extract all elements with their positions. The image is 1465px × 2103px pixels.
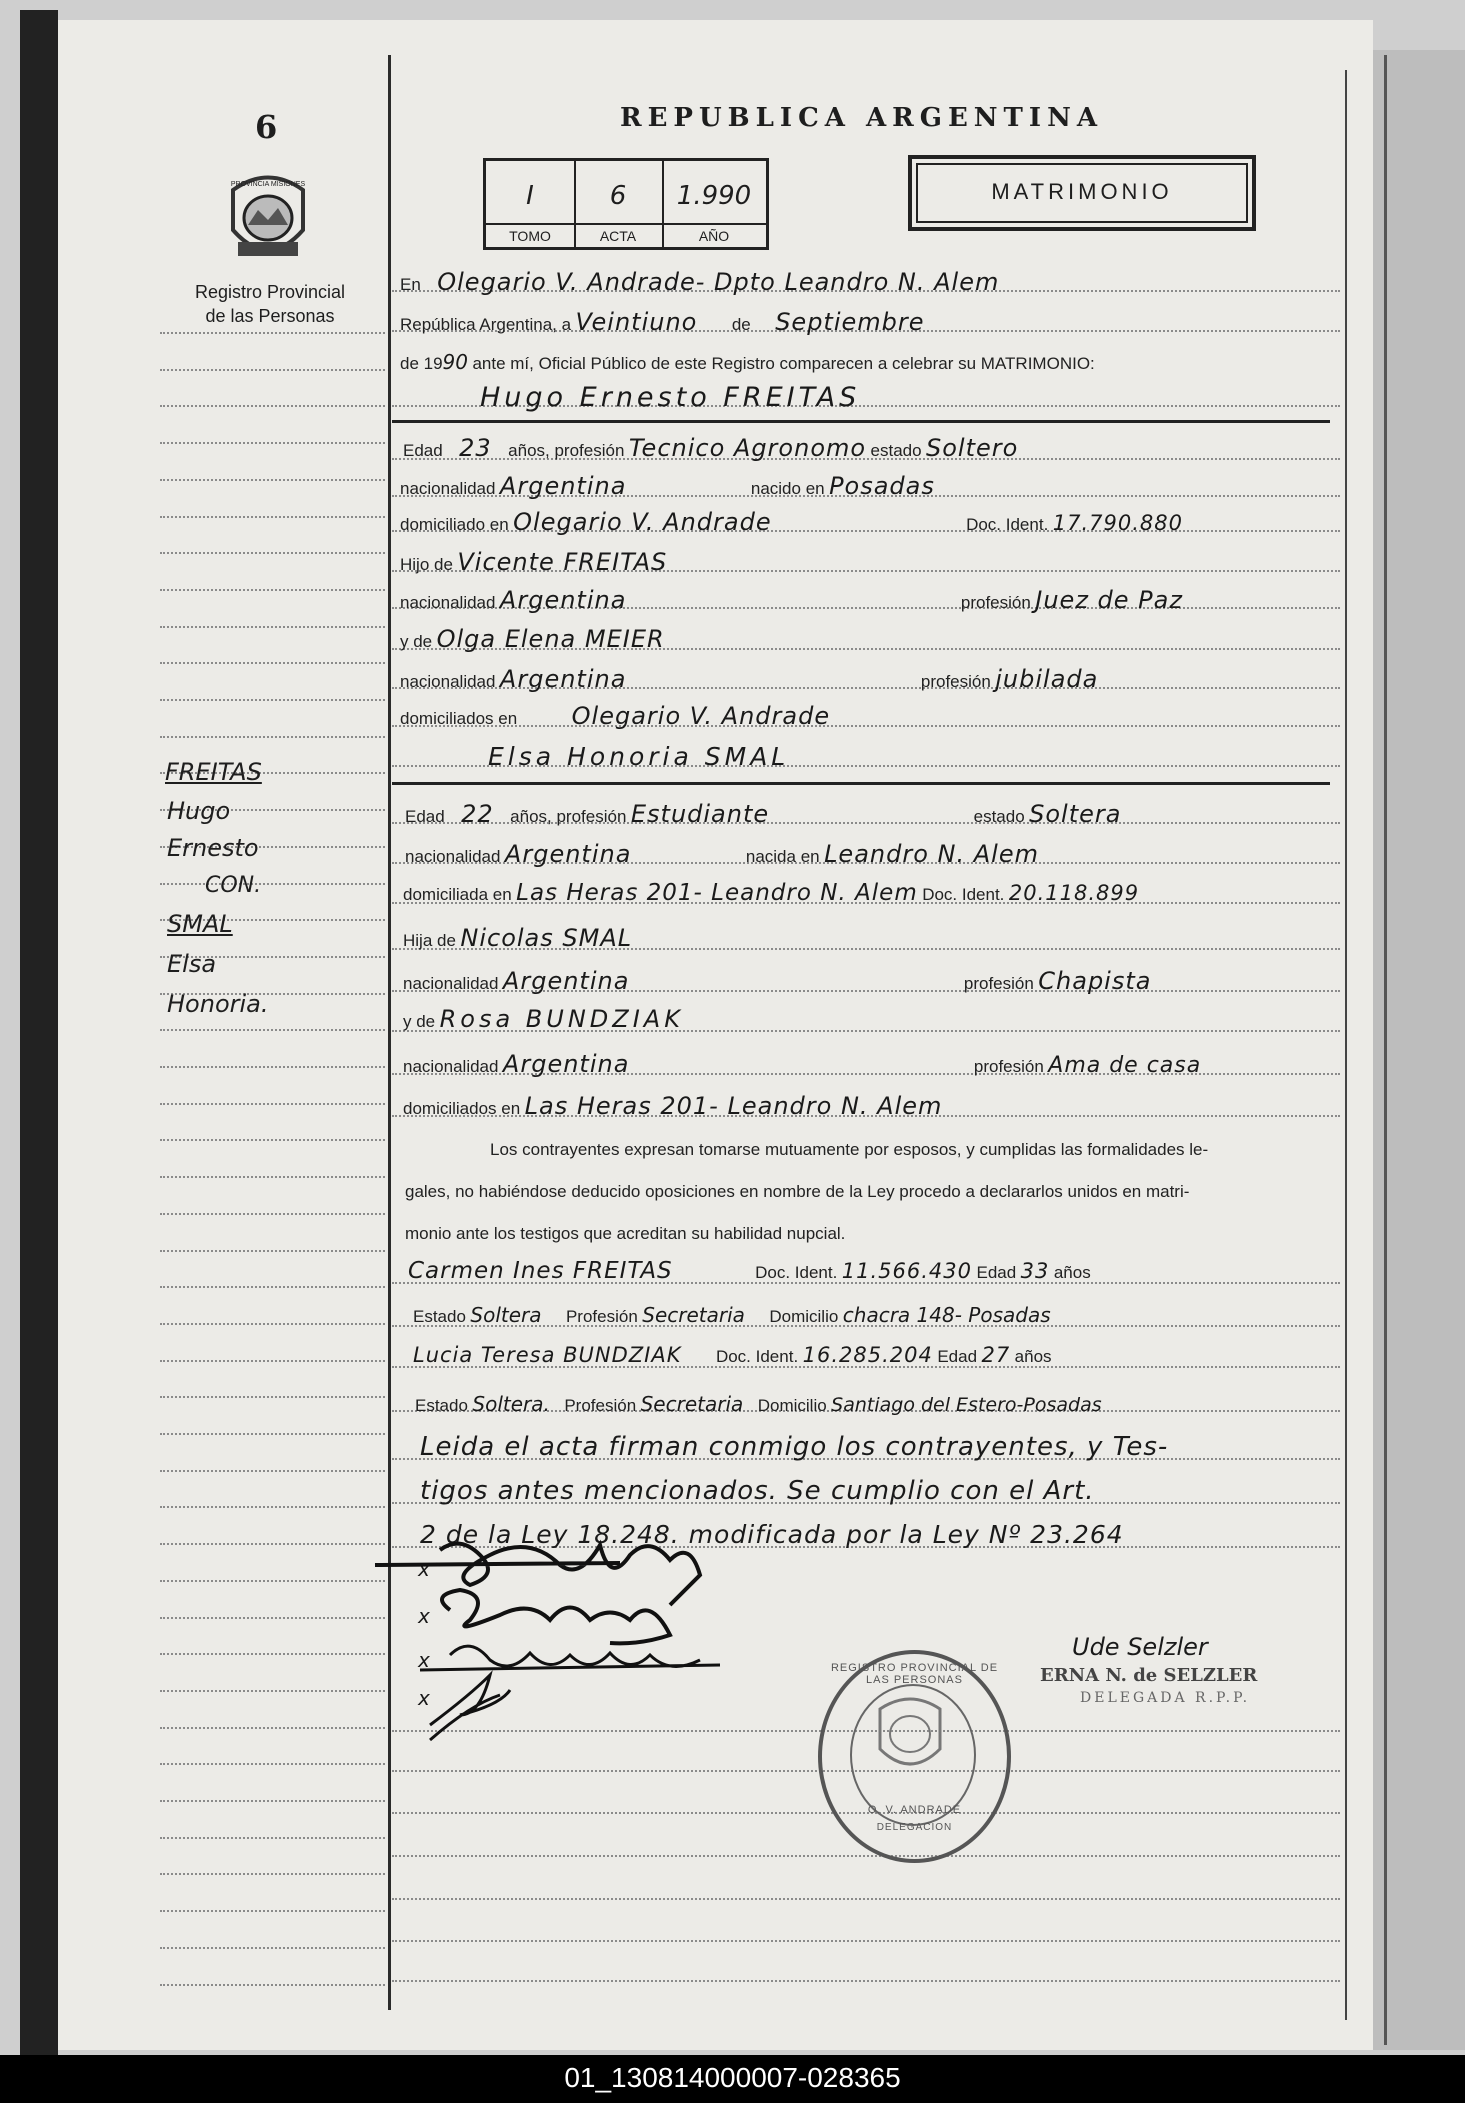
bride-mother-nationality-line [403,1050,1201,1078]
margin-note-bride-first-name: Elsa [167,950,217,978]
en-label: En [400,275,421,294]
margin-note-first-name: Hugo [167,797,231,825]
bride-father-line [403,924,632,952]
margin-ruling [160,1690,385,1692]
acta-value: 6 [609,181,627,211]
witness2-status: Soltera. [472,1392,550,1416]
margin-ruling [160,332,385,334]
handwritten-signatures-icon [370,1525,750,1765]
witness2-doc-label: Doc. Ident. [715,1347,799,1366]
seal-bottom-text: O. V. ANDRADE [867,1804,962,1816]
groom-birthplace: Posadas [829,472,935,500]
intro-date-line [400,308,925,336]
margin-ruling [160,1837,385,1839]
groom-estado-label: estado [870,441,922,460]
signature-mark-1: x [418,1557,430,1581]
bride-status: Soltera [1029,800,1122,828]
main-ruling [392,1898,1340,1900]
seal-top-text: DELEGACION [876,1822,953,1833]
bride-mother-nationality: Argentina [502,1050,630,1078]
groom-doc: 17.790.880 [1052,511,1183,535]
signature-mark-2: x [418,1604,430,1628]
margin-ruling [160,1176,385,1178]
groom-status: Soltero [926,434,1019,462]
bride-y-de-label: y de [403,1012,436,1031]
de-label: de [731,315,751,334]
republica-label: República Argentina, a [400,315,572,334]
margin-ruling [160,1360,385,1362]
main-ruling [392,1940,1340,1942]
groom-address-line [400,508,1183,536]
acta-caption: ACTA [574,223,662,247]
signature-mark-4: x [418,1686,430,1710]
officer-title: DELEGADA R.P.P. [1080,1690,1251,1706]
bride-hija-label: Hija de [403,931,456,950]
page-right-border [1345,70,1347,2020]
witness2-address: Santiago del Estero-Posadas [831,1394,1102,1416]
closing-line3: 2 de la Ley 18.248. modificada por la Ley Nº 23.264 [420,1520,1124,1549]
bride-mother-nacionalidad-label: nacionalidad [403,1057,499,1076]
intro-place-line [400,268,999,296]
groom-father-nacionalidad-label: nacionalidad [400,593,496,612]
margin-ruling [160,1947,385,1949]
bride-address: Las Heras 201- Leandro N. Alem [516,880,918,906]
declaration-line1: Los contrayentes expresan tomarse mutuamente por esposos, y cumplidas las formalidades le- [490,1140,1209,1159]
witness2-name: Lucia Teresa BUNDZIAK [413,1343,682,1367]
groom-name: Hugo Ernesto FREITAS [480,382,861,413]
witness1-line [408,1258,1091,1284]
margin-ruling [160,1984,385,1986]
groom-father-line [400,548,667,576]
witness1-status: Soltera [470,1303,542,1327]
witness2-doc: 16.285.204 [802,1343,933,1367]
margin-ruling [160,662,385,664]
witness1-anos-label: años [1053,1263,1091,1282]
witness1-address: chacra 148- Posadas [842,1303,1051,1327]
bride-age-line [405,800,1121,828]
groom-domiciliado-label: domiciliado en [400,515,509,534]
bride-address-line [403,880,1139,906]
groom-edad-label: Edad [403,441,443,460]
witness1-profession: Secretaria [642,1303,745,1327]
groom-hijo-label: Hijo de [400,555,453,574]
official-seal [818,1650,1011,1863]
groom-nacionalidad-label: nacionalidad [400,479,496,498]
groom-anos-label: años, profesión [508,441,625,460]
groom-nationality: Argentina [499,472,627,500]
margin-ruling [160,405,385,407]
closing-line2: tigos antes mencionados. Se cumplio con el Art. [420,1476,1095,1506]
bride-father-nationality-line [403,967,1151,995]
officer-name: ERNA N. de SELZLER [1040,1665,1258,1686]
ano-value: 1.990 [676,181,752,211]
witness2-profession: Secretaria [640,1392,744,1416]
margin-ruling [160,1653,385,1655]
bride-nacionalidad-label: nacionalidad [405,847,501,866]
margin-ruling [160,1543,385,1545]
margin-ruling [160,1873,385,1875]
witness1-age: 33 [1020,1259,1050,1283]
statement-text: ante mí, Oficial Público de este Registro comparecen a celebrar su MATRIMONIO: [472,354,1095,373]
margin-ruling [160,1470,385,1472]
groom-mother-nationality-line [400,665,1098,693]
margin-ruling [160,1506,385,1508]
groom-mother-profession: jubilada [995,665,1099,693]
margin-ruling [160,1763,385,1765]
margin-note-con: CON. [205,873,262,898]
act-type-box [908,155,1256,231]
groom-domiciliados-label: domiciliados en [400,709,518,728]
groom-father-profession: Juez de Paz [1035,586,1183,614]
bride-anos-label: años, profesión [510,807,627,826]
tomo-value: I [526,181,534,211]
witness1-estado-label: Estado [413,1307,466,1326]
bride-mother-profession: Ama de casa [1048,1053,1202,1078]
bride-estado-label: estado [973,807,1025,826]
seal-text: REGISTRO PROVINCIAL DE LAS PERSONAS [830,1662,999,1686]
margin-note-middle-name: Ernesto [167,834,259,862]
groom-parents-address: Olegario V. Andrade [571,702,831,730]
month-value: Septiembre [775,308,925,336]
margin-ruling [160,699,385,701]
bride-father-profesion-label: profesión [963,974,1034,993]
margin-ruling [160,516,385,518]
day-value: Veintiuno [575,308,698,336]
bride-nacida-label: nacida en [745,847,820,866]
groom-name-line [480,382,860,413]
margin-ruling [160,479,385,481]
witness1-details-line [413,1303,1051,1327]
bride-profession: Estudiante [630,800,770,828]
margin-ruling [160,1323,385,1325]
groom-age-line [403,434,1018,462]
witness1-profesion-label: Profesión [565,1307,638,1326]
witness2-age: 27 [981,1343,1011,1367]
groom-doc-label: Doc. Ident. [966,515,1049,534]
bride-mother-name: Rosa BUNDZIAK [439,1005,684,1033]
margin-ruling [160,442,385,444]
seal-crest-icon [870,1694,950,1779]
witness2-details-line [415,1392,1102,1416]
groom-mother-line [400,625,665,653]
witness2-anos-label: años [1014,1347,1052,1366]
witness1-doc: 11.566.430 [841,1259,973,1283]
margin-ruling [160,1103,385,1105]
bride-father-nacionalidad-label: nacionalidad [403,974,499,993]
image-id-label: 01_130814000007-028365 [564,2062,901,2093]
groom-mother-nationality: Argentina [499,665,627,693]
book-binding [20,10,58,2055]
witness2-edad-label: Edad [937,1347,978,1366]
bride-doc-label: Doc. Ident. [922,885,1005,904]
bride-mother-profesion-label: profesión [973,1057,1044,1076]
bride-name: Elsa Honoria SMAL [488,742,790,771]
margin-ruling [160,1213,385,1215]
record-reference-box [483,158,769,250]
margin-ruling [160,1029,385,1031]
margin-ruling [160,1910,385,1912]
bride-parents-address-line [403,1092,942,1120]
year-prefix: de 19 [400,354,443,373]
groom-address: Olegario V. Andrade [513,508,772,536]
bride-mother-line [403,1005,684,1033]
ano-cell [662,161,766,247]
groom-mother-nacionalidad-label: nacionalidad [400,672,496,691]
margin-ruling [160,883,385,885]
witness1-name: Carmen Ines FREITAS [408,1258,673,1284]
margin-ruling [160,1800,385,1802]
witness2-estado-label: Estado [415,1396,468,1415]
margin-ruling [160,589,385,591]
bride-domiciliada-label: domiciliada en [403,885,512,904]
margin-note-bride-middle-name: Honoria. [167,990,269,1018]
registry-name-line1: Registro Provincial [194,282,346,302]
groom-mother-profesion-label: profesión [920,672,991,691]
witness1-domicilio-label: Domicilio [769,1307,839,1326]
margin-ruling [160,1066,385,1068]
intro-statement-line [400,350,1095,374]
witness2-line [413,1343,1052,1367]
groom-mother-name: Olga Elena MEIER [436,625,665,653]
bride-parents-address: Las Heras 201- Leandro N. Alem [524,1092,943,1120]
groom-nacido-label: nacido en [750,479,825,498]
groom-age: 23 [459,434,492,462]
section-divider [392,782,1330,785]
groom-father-name: Vicente FREITAS [457,548,668,576]
witness2-domicilio-label: Domicilio [757,1396,827,1415]
margin-note-surname: FREITAS [165,758,262,786]
declaration-line2: gales, no habiéndose deducido oposiciones en nombre de la Ley procedo a declararlos unidos en matri- [405,1182,1190,1201]
bride-father-nationality: Argentina [502,967,630,995]
groom-father-nationality-line [400,586,1183,614]
ano-caption: AÑO [662,223,766,247]
witness2-profesion-label: Profesión [564,1396,637,1415]
bride-doc: 20.118.899 [1008,881,1140,905]
section-divider [392,420,1330,423]
margin-ruling [160,1433,385,1435]
bride-nationality-line [405,840,1039,868]
groom-parents-address-line [400,702,830,730]
year-suffix: 90 [442,350,468,374]
svg-text:PROVINCIA MISIONES: PROVINCIA MISIONES [230,181,306,188]
groom-profession: Tecnico Agronomo [628,434,867,462]
bride-nationality: Argentina [504,840,632,868]
tomo-cell [486,161,576,247]
margin-ruling [160,736,385,738]
declaration-line3: monio ante los testigos que acreditan su habilidad nupcial. [405,1224,846,1243]
margin-ruling [160,1250,385,1252]
registry-name [175,280,365,328]
margin-ruling [160,1580,385,1582]
bride-father-name: Nicolas SMAL [460,924,633,952]
margin-ruling [160,369,385,371]
groom-father-profesion-label: profesión [960,593,1031,612]
acta-cell [574,161,664,247]
margin-note-bride-surname: SMAL [167,910,233,938]
groom-nationality-line [400,472,935,500]
signature-mark-3: x [418,1648,430,1672]
margin-ruling [160,1139,385,1141]
bride-name-line [488,742,789,771]
main-ruling [392,1980,1340,1982]
bride-edad-label: Edad [405,807,445,826]
groom-y-de-label: y de [400,632,433,651]
registry-name-line2: de las Personas [205,306,335,326]
margin-ruling [160,1727,385,1729]
bride-father-profession: Chapista [1038,967,1152,995]
facing-page-line [1384,55,1387,2045]
place-value: Olegario V. Andrade- Dpto Leandro N. Alem [437,268,1000,296]
officer-signature: Ude Selzler [1072,1633,1208,1661]
tomo-caption: TOMO [486,223,574,247]
closing-line1: Leida el acta firman conmigo los contrayentes, y Tes- [420,1432,1169,1462]
groom-father-nationality: Argentina [499,586,627,614]
margin-ruling [160,552,385,554]
act-type-label: MATRIMONIO [991,179,1173,204]
margin-ruling [160,1286,385,1288]
main-ruling [392,1855,1340,1857]
margin-ruling [160,1396,385,1398]
bride-birthplace: Leandro N. Alem [824,840,1039,868]
bride-age: 22 [461,800,494,828]
country-title: REPUBLICA ARGENTINA [620,103,1104,133]
witness1-edad-label: Edad [976,1263,1017,1282]
page-number: 6 [255,108,278,146]
margin-ruling [160,626,385,628]
margin-ruling [160,1617,385,1619]
provincial-crest-icon [223,170,313,270]
bride-domiciliados-label: domiciliados en [403,1099,521,1118]
witness1-doc-label: Doc. Ident. [755,1263,838,1282]
